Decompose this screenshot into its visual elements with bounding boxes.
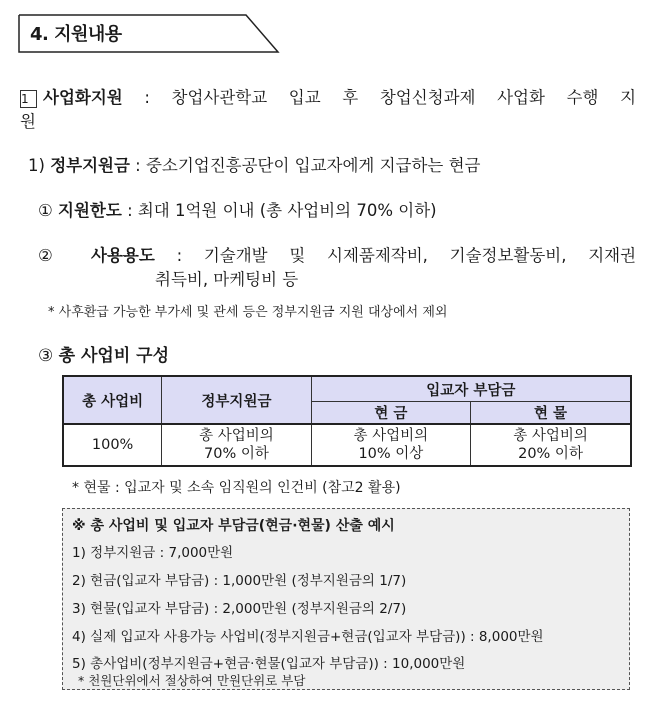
example-line: 4) 실제 입교자 사용가능 사업비(정부지원금+현금(입교자 부담금)) : 8,000만원: [72, 629, 544, 645]
cell-inkind: 총 사업비의 20% 이하: [471, 424, 631, 466]
limit-text: : 최대 1억원 이내 (총 사업비의 70% 이하): [127, 201, 437, 220]
vat-exclusion-note: * 사후환급 가능한 부가세 및 관세 등은 정부지원금 지원 대상에서 제외: [48, 305, 448, 320]
section-title: 4. 지원내용: [30, 24, 122, 45]
gov-subsidy-line: [28, 152, 480, 176]
header-burden: 입교자 부담금: [311, 376, 631, 402]
section-header: [18, 14, 280, 54]
header-total: 총 사업비: [63, 376, 162, 424]
gov-label: 정부지원금: [50, 156, 130, 175]
example-line: 3) 현물(입교자 부담금) : 2,000만원 (정부지원금의 2/7): [72, 601, 407, 617]
header-cash: 현 금: [311, 402, 470, 425]
usage-label: 사용용도: [91, 246, 155, 265]
gov-text: : 중소기업진흥공단이 입교자에게 지급하는 현금: [135, 156, 481, 175]
cell-gov: 총 사업비의 70% 이하: [162, 424, 311, 466]
cost-composition-table: [62, 375, 632, 467]
example-line: 2) 현금(입교자 부담금) : 1,000만원 (정부지원금의 1/7): [72, 573, 407, 589]
header-inkind: 현 물: [471, 402, 631, 425]
header-gov: 정부지원금: [162, 376, 311, 424]
cell-cash: 총 사업비의 10% 이상: [311, 424, 470, 466]
composition-heading: [38, 341, 169, 366]
table-row: [63, 424, 631, 466]
usage-text-wrap: 취득비, 마케팅비 등: [155, 270, 299, 289]
item-text-wrap: 원: [20, 112, 36, 131]
composition-label: 총 사업비 구성: [58, 346, 170, 366]
support-limit-line: [38, 197, 437, 221]
item-label: 사업화지원: [43, 88, 123, 107]
inkind-note: * 현물 : 입교자 및 소속 임직원의 인건비 (참고2 활용): [72, 480, 401, 496]
composition-marker: ③: [38, 346, 54, 366]
limit-label: 지원한도: [58, 201, 122, 220]
item-text: : 창업사관학교 입교 후 창업신청과제 사업화 수행 지: [144, 88, 637, 107]
limit-marker: ①: [38, 201, 53, 220]
item-business-support: [20, 84, 636, 108]
example-note: * 천원단위에서 절상하여 만원단위로 부담: [78, 673, 306, 688]
calculation-example-box: [62, 508, 630, 690]
example-line: 1) 정부지원금 : 7,000만원: [72, 545, 234, 561]
example-title: ※ 총 사업비 및 입교자 부담금(현금·현물) 산출 예시: [72, 518, 395, 534]
item-number-box: 1: [20, 90, 37, 108]
usage-line: [38, 242, 636, 266]
usage-text: : 기술개발 및 시제품제작비, 기술정보활동비, 지재권: [176, 246, 637, 265]
example-line: 5) 총사업비(정부지원금+현금·현물(입교자 부담금)) : 10,000만원: [72, 656, 466, 672]
usage-marker: ②: [38, 246, 70, 265]
cell-total: 100%: [63, 424, 162, 466]
gov-prefix: 1): [28, 156, 45, 175]
